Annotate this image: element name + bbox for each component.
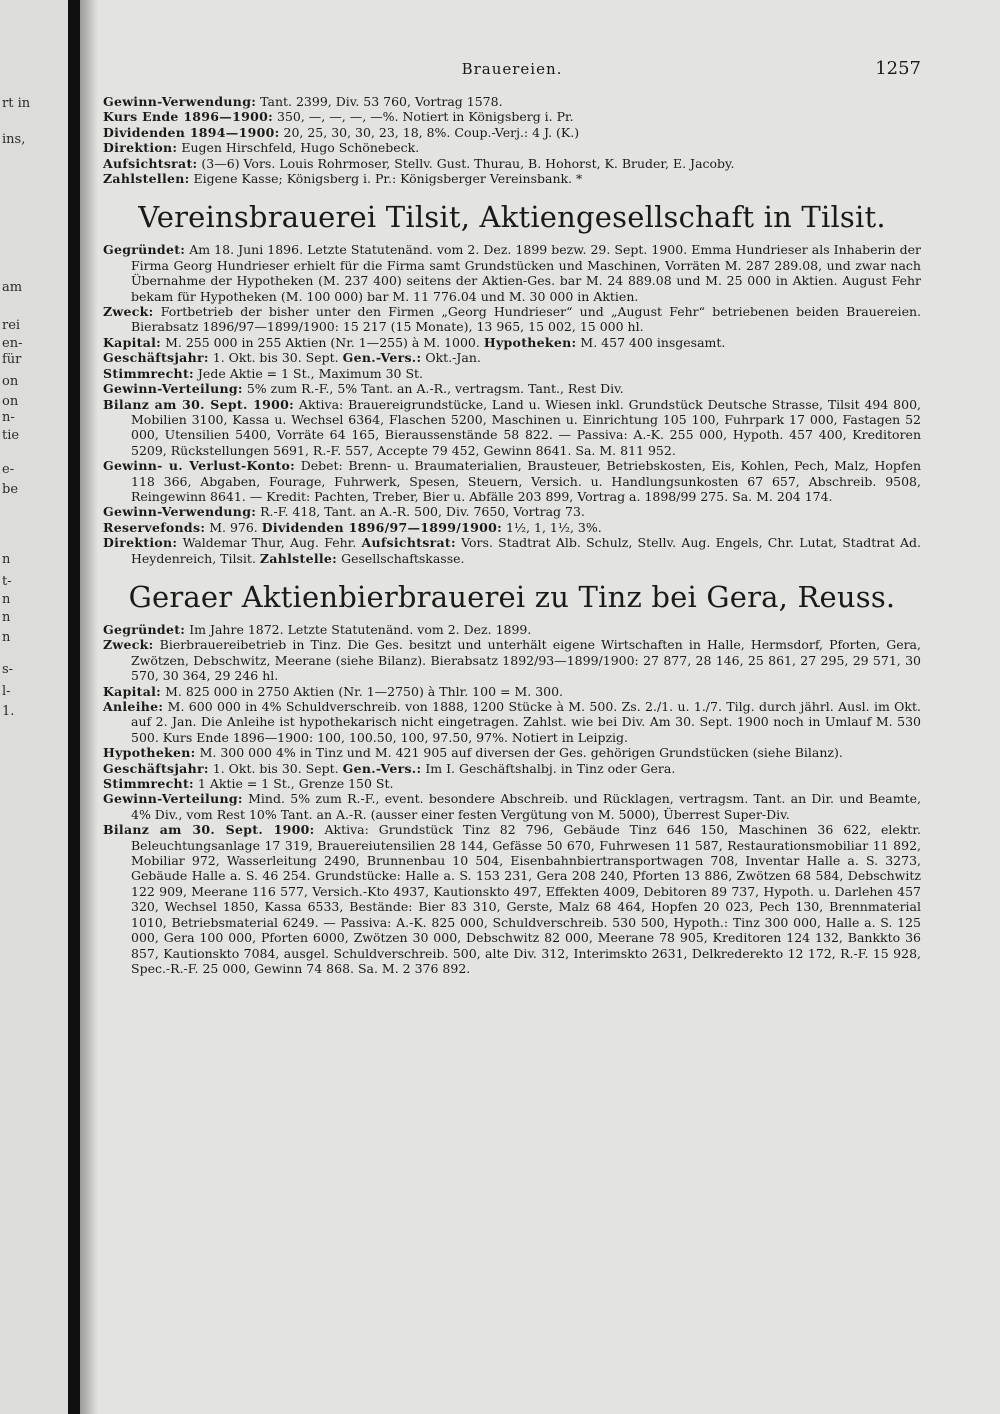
entry-text: (3—6) Vors. Louis Rohrmoser, Stellv. Gust. Thurau, B. Hohorst, K. Bruder, E. Jacoby. [197,155,735,171]
entry [103,304,921,335]
entry-text: Eigene Kasse; Königsberg i. Pr.: Königsberger Vereinsbank. * [189,171,583,187]
entry-text: M. 825 000 in 2750 Aktien (Nr. 1—2750) à Thlr. 100 = M. 300. [161,683,564,699]
entry-keyword: Gegründet: [103,242,186,258]
entry [103,684,921,699]
entry-keyword: Gewinn- u. Verlust-Konto: [103,458,296,474]
entry-text: M. 600 000 in 4% Schuldverschreib. von 1888, 1200 Stücke à M. 500. Zs. 2./1. u. 1./7. Tilg. durch jährl. Ausl. im Okt. auf 2. Jan. Die Anleihe ist hypothekarisch nicht eingetragen. Zahlst. wie bei Div. Am 30. Sept. 1900 noch in Umlauf M. 530 500. Kurs Ende 1896—1900: 100, 100.50, 100, 97.50, 97%. Notiert in Leipzig. [131,699,921,745]
entry-text: Okt.-Jan. [421,350,481,366]
entry-keyword: Gewinn-Verteilung: [103,791,243,807]
entry [103,140,921,155]
entry [103,242,921,304]
company-title: Vereinsbrauerei Tilsit, Aktiengesellschaft in Tilsit. [138,200,886,235]
entry-keyword: Reservefonds: [103,519,206,535]
entry-text: Vors. Stadtrat Alb. Schulz, Stellv. Aug. Engels, Chr. Lutat, Stadtrat Ad. Heydenreich, Tilsit. [131,535,921,566]
entry-keyword: Zweck: [103,637,154,653]
entry [103,366,921,381]
margin-fragment: ins, [2,132,26,147]
entry-text: Fortbetrieb der bisher unter den Firmen „Georg Hundrieser“ und „August Fehr“ betriebenen beiden Brauereien. Bierabsatz 1896/97—1899/1900: 15 217 (15 Monate), 13 965, 15 002, 15 000 hl. [131,304,921,335]
entry-text: 1 Aktie = 1 St., Grenze 150 St. [193,776,394,792]
entry-keyword: Aufsichtsrat: [361,535,456,551]
entry-text: Bierbrauereibetrieb in Tinz. Die Ges. besitzt und unterhält eigene Wirtschaften in Halle, Hermsdorf, Pforten, Gera, Zwötzen, Debschwitz, Meerane (siehe Bilanz). Bierabsatz 1892/93—1899/1900: 27 877, 28 146, 25 861, 27 295, 29 571, 30 570, 30 364, 29 246 hl. [131,637,921,684]
entry-text: M. 300 000 4% in Tinz und M. 421 905 auf diversen der Ges. gehörigen Grundstücken (siehe Bilanz). [195,745,843,761]
margin-fragment: l- [2,684,11,699]
entry-text: 350, —, —, —, —%. Notiert in Königsberg i. Pr. [273,109,574,125]
margin-fragment: n [2,592,11,607]
entry [103,397,921,459]
margin-fragment: on [2,394,19,409]
entry-text: Jede Aktie = 1 St., Maximum 30 St. [193,365,424,381]
section-2 [103,580,921,976]
entry [103,791,921,822]
margin-fragment: be [2,482,19,497]
margin-fragment: am [2,280,23,295]
margin-fragment: e- [2,462,15,477]
entry [103,761,921,776]
page-number: 1257 [875,58,921,79]
margin-fragment: n [2,630,11,645]
entry-keyword: Hypotheken: [483,334,577,350]
entry-keyword: Direktion: [103,535,178,551]
section-1 [103,200,921,566]
entry [103,637,921,683]
entry-text: Im Jahre 1872. Letzte Statutenänd. vom 2. Dez. 1899. [185,621,532,637]
entry-keyword: Geschäftsjahr: [103,760,209,776]
entry [103,504,921,519]
entry-text: 1½, 1, 1½, 3%. [502,519,602,535]
running-head [103,56,921,94]
entry [103,125,921,140]
entry-keyword: Anleihe: [103,699,164,714]
entry-text: Gesellschaftskasse. [337,550,465,566]
entry-keyword: Kapital: [103,683,162,699]
entry-keyword: Gegründet: [103,621,186,637]
entry-keyword: Hypotheken: [103,745,196,761]
entry-text: Mind. 5% zum R.-F., event. besondere Abschreib. und Rücklagen, vertragsm. Tant. an Dir. und Beamte, 4% Div., vom Rest 10% Tant. an A.-R. (ausser einer festen Vergütung von M. 5000), Überrest Super-Div. [131,791,921,822]
entry-keyword: Kapital: [103,334,162,350]
entry-text: Tant. 2399, Div. 53 760, Vortrag 1578. [256,94,503,109]
gutter-shadow [80,0,98,1414]
entry-keyword: Geschäftsjahr: [103,350,209,366]
margin-fragment: für [2,352,22,367]
entry-text: 20, 25, 30, 30, 23, 18, 8%. Coup.-Verj.: 4 J. (K.) [279,124,580,140]
margin-fragment: n [2,610,11,625]
entry [103,350,921,365]
entry [103,535,921,566]
entry [103,622,921,637]
entry-keyword: Stimmrecht: [103,365,194,381]
entry-keyword: Gewinn-Verwendung: [103,94,257,109]
margin-fragment: s- [2,662,14,677]
entry [103,94,921,109]
entry-text: Debet: Brenn- u. Braumaterialien, Brausteuer, Betriebskosten, Eis, Kohlen, Pech, Malz, Hopfen 118 366, Abgaben, Fourage, Fuhrwerk, Spesen, Steuern, Versich. u. Handlungsunkosten 67 657, Abschreib. 9508, Reingewinn 8641. — Kredit: Pachten, Treber, Bier u. Abfälle 203 899, Vortrag a. 1898/99 275. Sa. M. 204 174. [131,458,921,504]
margin-fragment: rei [2,318,21,333]
entry-keyword: Gewinn-Verwendung: [103,504,257,520]
entry-text: Waldemar Thur, Aug. Fehr. [177,535,357,551]
page-content [103,56,921,976]
margin-fragment: t- [2,574,12,589]
entry-keyword: Zahlstellen: [103,171,190,187]
margin-fragment: en- [2,336,23,351]
margin-fragment: 1. [2,704,15,719]
entry-keyword: Zweck: [103,304,154,320]
entry [103,381,921,396]
entry-text: 1. Okt. bis 30. Sept. [208,350,339,366]
entry-keyword: Dividenden 1894—1900: [103,124,280,140]
entry [103,458,921,504]
entry [103,699,921,745]
entry-text: Eugen Hirschfeld, Hugo Schönebeck. [177,140,420,156]
margin-fragment: on [2,374,19,389]
entry-text: M. 457 400 insgesamt. [576,334,726,350]
entry [103,156,921,171]
margin-fragment: n [2,552,11,567]
entry [103,335,921,350]
company-title: Geraer Aktienbierbrauerei zu Tinz bei Gera, Reuss. [128,579,896,614]
entry-keyword: Gen.-Vers.: [342,350,422,366]
entry-keyword: Bilanz am 30. Sept. 1900: [103,822,315,838]
entry-keyword: Gewinn-Verteilung: [103,381,243,397]
entry [103,822,921,976]
entry [103,171,921,186]
entry-keyword: Bilanz am 30. Sept. 1900: [103,396,295,412]
entry-text: R.-F. 418, Tant. an A.-R. 500, Div. 7650, Vortrag 73. [256,504,585,520]
entry-keyword: Aufsichtsrat: [103,155,198,171]
entry-text: 1. Okt. bis 30. Sept. [208,760,339,776]
entry-text: Aktiva: Grundstück Tinz 82 796, Gebäude Tinz 646 150, Maschinen 36 622, elektr. Beleuchtungsanlage 17 319, Brauereiutensilien 28 144, Gefässe 50 670, Fuhrwesen 11 587, Restaurationsmobiliar 11 892, Mobiliar 972, Wasserleitung 2490, Brunnenbau 10 504, Eisenbahnbiertransportwagen 708, Inventar Halle a. S. 3273, Gebäude Halle a. S. 46 254. Grundstücke: Halle a. S. 153 231, Gera 208 240, Pforten 13 886, Zwötzen 68 584, Debschwitz 122 909, Meerane 116 577, Versich.-Kto 4937, Kautionskto 497, Effekten 4009, Debitoren 89 737, Hypoth. u. Darlehen 457 320, Wechsel 1850, Kassa 6533, Bestände: Bier 83 310, Gerste, Malz 68 464, Hopfen 20 023, Pech 130, Brennmaterial 1010, Betriebsmaterial 6249. — Passiva: A.-K. 825 000, Schuldverschreib. 530 500, Hypoth.: Tinz 300 000, Halle a. S. 125 000, Gera 100 000, Pforten 6000, Zwötzen 30 000, Debschwitz 82 000, Meerane 78 905, Kreditoren 124 132, Bankkto 36 857, Kautionskto 7084, ausgel. Schuldverschreib. 500, alte Div. 312, Interimskto 2631, Delkrederekto 12 172, R.-F. 15 928, Spec.-R.-F. 25 000, Gewinn 74 868. Sa. M. 2 376 892. [131,822,921,976]
entry-text: 5% zum R.-F., 5% Tant. an A.-R., vertragsm. Tant., Rest Div. [242,381,624,397]
entry-keyword: Dividenden 1896/97—1899/1900: [261,519,503,535]
entry-text: Am 18. Juni 1896. Letzte Statutenänd. vom 2. Dez. 1899 bezw. 29. Sept. 1900. Emma Hundrieser als Inhaberin der Firma Georg Hundrieser erhielt für die Firma samt Grundstücken und Maschinen, Vorräten M. 287 289.08, und zwar nach Übernahme der Hypotheken (M. 237 400) seitens der Aktien-Ges. bar M. 24 889.08 und M. 25 000 in Aktien. August Fehr bekam für Hypotheken (M. 100 000) bar M. 11 776.04 und M. 30 000 in Aktien. [131,242,921,304]
entry-keyword: Kurs Ende 1896—1900: [103,109,274,125]
entry-text: M. 976. [205,519,258,535]
margin-fragment: n- [2,410,15,425]
entry-keyword: Gen.-Vers.: [342,760,422,776]
entry [103,776,921,791]
entry-text: Im I. Geschäftshalbj. in Tinz oder Gera. [421,760,676,776]
entry-text: M. 255 000 in 255 Aktien (Nr. 1—255) à M. 1000. [161,334,480,350]
margin-fragment: tie [2,428,20,443]
section-0 [103,94,921,186]
entry [103,745,921,760]
book-gutter [68,0,80,1414]
running-head-title: Brauereien. [461,60,563,78]
entry-keyword: Zahlstelle: [259,550,338,566]
sections-container [103,94,921,976]
entry-keyword: Stimmrecht: [103,776,194,792]
margin-fragment: rt in [2,96,31,111]
entry [103,520,921,535]
entry-text: Aktiva: Brauereigrundstücke, Land u. Wiesen inkl. Grundstück Deutsche Strasse, Tilsit 494 800, Mobilien 3100, Kassa u. Wechsel 6364, Flaschen 5200, Maschinen u. Einrichtung 105 100, Fuhrpark 17 000, Fastagen 52 000, Utensilien 5400, Vorräte 64 165, Bieraussenstände 58 822. — Passiva: A.-K. 255 000, Hypoth. 457 400, Kreditoren 5209, Rückstellungen 5691, R.-F. 557, Accepte 79 452, Gewinn 8641. Sa. M. 811 952. [131,396,921,458]
entry [103,109,921,124]
entry-keyword: Direktion: [103,140,178,156]
